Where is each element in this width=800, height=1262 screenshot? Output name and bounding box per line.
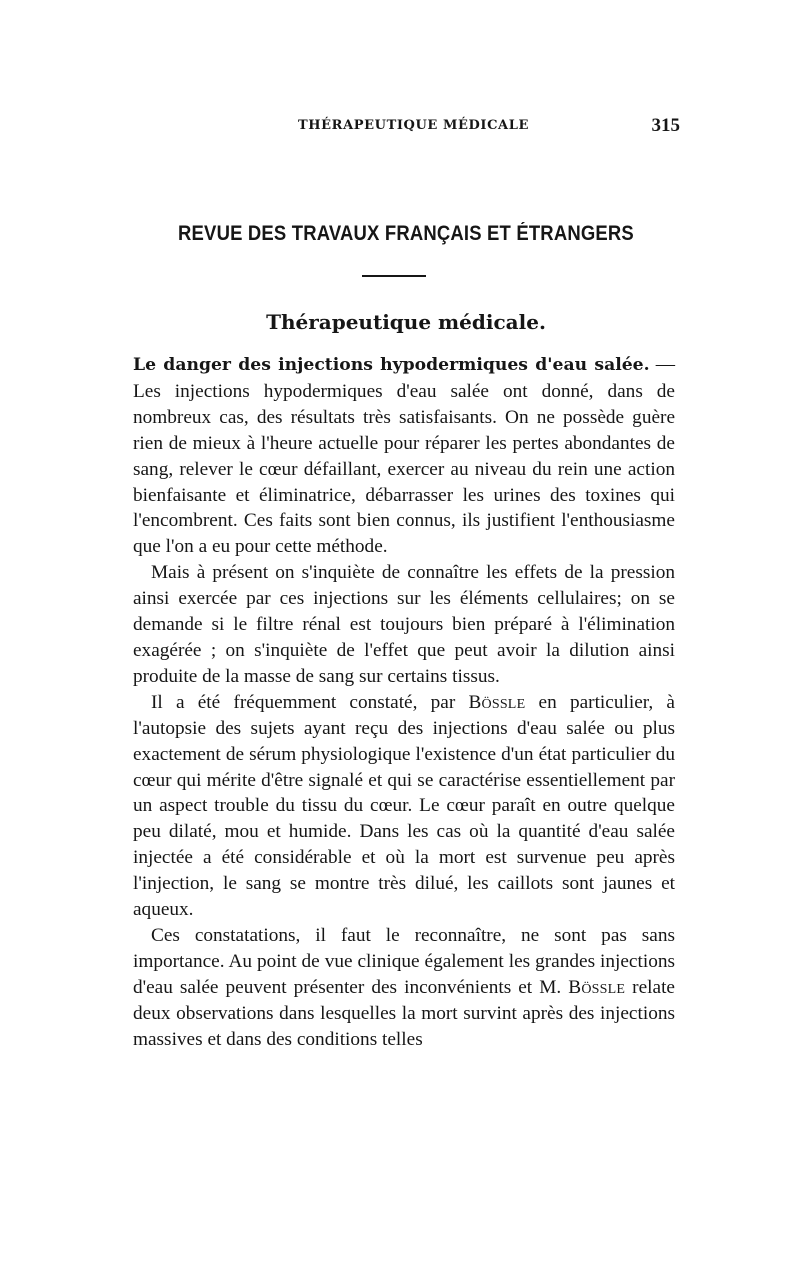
heading-divider [362, 275, 426, 277]
article-body [133, 352, 675, 1052]
paragraph-4-text-b: relate deux observations dans lesquelles la mort survint après des injections massives et dans des conditions telles [133, 976, 675, 1050]
paragraph-1 [133, 352, 675, 560]
running-title: THÉRAPEUTIQUE MÉDICALE [298, 118, 529, 133]
paragraph-1-text: — Les injections hypodermiques d'eau salée ont donné, dans de nombreux cas, des résultats très satisfaisants. On ne possède guère rien de mieux à l'heure actuelle pour réparer les pertes abondantes de sang, relever le cœur défaillant, exercer au niveau du rein une action bienfaisante et éliminatrice, débarrasser les urines des toxines qui l'encombrent. Ces faits sont bien connus, ils justifient l'enthousiasme que l'on a eu pour cette méthode. [133, 354, 675, 558]
paragraph-2: Mais à présent on s'inquiète de connaître les effets de la pression ainsi exercée par ces injections sur les éléments cellulaires; on se demande si le filtre rénal est toujours bien préparé à l'élimination exagérée ; on s'inquiète de l'effet que peut avoir la dilution ainsi produite de la masse de sang sur certains tissus. [133, 562, 675, 687]
paragraph-4 [133, 923, 675, 1053]
page-number: 315 [651, 115, 680, 136]
author-name: Bössle [568, 976, 626, 998]
paragraph-3 [133, 690, 675, 923]
main-heading: REVUE DES TRAVAUX FRANÇAIS ET ÉTRANGERS [178, 222, 634, 245]
section-title: Thérapeutique médicale. [266, 310, 546, 334]
running-head [130, 115, 682, 140]
paragraph-4-text-a: Ces constatations, il faut le reconnaître, ne sont pas sans importance. Au point de vue clinique également les grandes injections d'eau salée peuvent présenter des inconvénients et M. [133, 924, 675, 998]
article-lead-title: Le danger des injections hypodermiques d'eau salée. [133, 355, 650, 375]
paragraph-3-text-b: en particulier, à l'autopsie des sujets ayant reçu des injections d'eau salée ou plus exactement de sérum physiologique l'existence d'un état particulier du cœur qui mérite d'être signalé et qui se caractérise essentiellement par un aspect trouble du tissu du cœur. Le cœur paraît en outre quelque peu dilaté, mou et humide. Dans les cas où la quantité d'eau salée injectée a été considérable et où la mort est survenue peu après l'injection, le sang se montre très dilué, les caillots sont jaunes et aqueux. [133, 691, 675, 921]
paragraph-3-text-a: Il a été fréquemment constaté, par [151, 691, 469, 713]
author-name: Bössle [468, 691, 526, 713]
